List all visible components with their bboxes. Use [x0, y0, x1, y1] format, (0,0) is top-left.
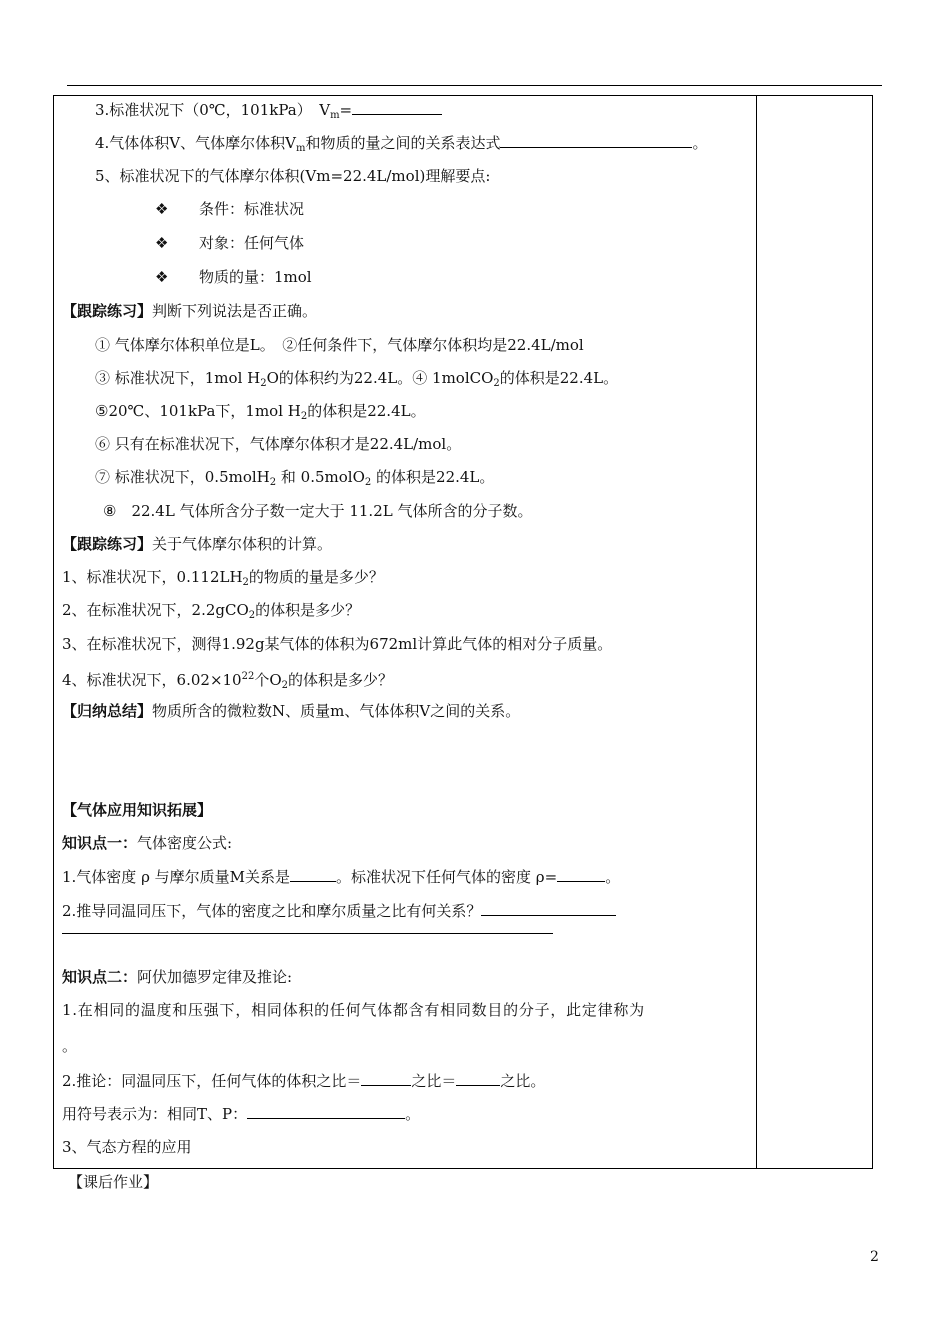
- judge-item-7: ⑦ 标准状况下，0.5molH$_2$ 和 0.5molO$_2$ 的体积是22.4L。: [95, 468, 495, 488]
- homework-heading: 【课后作业】: [68, 1173, 159, 1191]
- calc-question-3: 3、在标准状况下，测得1.92g某气体的体积为672ml计算此气体的相对分子质量。: [62, 635, 613, 653]
- fill-blank: [247, 1104, 405, 1119]
- bullet-item: ❖ 对象：任何气体: [155, 234, 305, 252]
- answer-line: [62, 933, 553, 934]
- bullet-item: ❖ 物质的量：1mol: [155, 268, 312, 286]
- practice-heading-2: 【跟踪练习】关于气体摩尔体积的计算。: [62, 535, 333, 553]
- relation-expression-line: 4.气体体积V、气体摩尔体积$V_m$和物质的量之间的关系表达式 。: [95, 134, 708, 154]
- extension-title: 【气体应用知识拓展】: [62, 801, 213, 819]
- fill-blank: [500, 133, 692, 148]
- notes-column-divider: [756, 95, 757, 1169]
- fill-blank: [456, 1071, 500, 1086]
- inference-line: 2.推论：同温同压下，任何气体的体积之比＝ 之比＝ 之比。: [62, 1072, 546, 1090]
- judge-item-5: ⑤20℃、101kPa下，1mol $H_2$的体积是22.4L。: [95, 402, 426, 422]
- bullet-icon: ❖: [155, 234, 169, 252]
- bullet-icon: ❖: [155, 268, 169, 286]
- fill-blank: [361, 1071, 411, 1086]
- knowledge-point-2: 知识点二：阿伏加德罗定律及推论:: [62, 968, 293, 986]
- judge-item-8: ⑧ 22.4L 气体所含分子数一定大于 11.2L 气体所含的分子数。: [103, 502, 533, 520]
- calc-question-2: 2、在标准状况下，2.2gCO$_2$的体积是多少？: [62, 601, 361, 621]
- summary-heading: 【归纳总结】物质所含的微粒数N、质量m、气体体积V之间的关系。: [62, 702, 521, 720]
- calc-question-1: 1、标准状况下，$0.112LH_2$的物质的量是多少？: [62, 568, 384, 588]
- avogadro-law-blank: 。: [62, 1037, 78, 1055]
- bullet-item: ❖ 条件：标准状况: [155, 200, 305, 218]
- gas-equation-item: 3、气态方程的应用: [62, 1138, 192, 1156]
- judge-item-3-4: ③ 标准状况下，1mol $H_2O$的体积约为22.4L。④ 1molCO$_2$的体积是22.4L。: [95, 369, 619, 389]
- key-points-heading: 5、标准状况下的气体摩尔体积(Vm=22.4L/mol)理解要点:: [95, 167, 491, 185]
- knowledge-point-1: 知识点一：气体密度公式:: [62, 834, 233, 852]
- fill-blank: [290, 867, 336, 882]
- fill-blank: [352, 100, 442, 115]
- calc-question-4: 4、标准状况下，$6.02\times 10^{22}$个$O_2$的体积是多少？: [62, 671, 394, 691]
- fill-blank: [557, 867, 605, 882]
- page-number: 2: [870, 1249, 879, 1265]
- bullet-icon: ❖: [155, 200, 169, 218]
- symbol-expression-line: 用符号表示为：相同T、P： 。: [62, 1105, 421, 1123]
- avogadro-law-statement: 1.在相同的温度和压强下，相同体积的任何气体都含有相同数目的分子，此定律称为: [62, 1001, 645, 1019]
- judge-item-1-2: ① 气体摩尔体积单位是L。 ②任何条件下，气体摩尔体积均是22.4L/mol: [95, 336, 584, 354]
- density-question-1: 1.气体密度 ρ 与摩尔质量M关系是 。标准状况下任何气体的密度 ρ= 。: [62, 868, 621, 886]
- standard-conditions-line: 3.标准状况下（0℃，101kPa） $V_m=$: [95, 100, 442, 126]
- judge-item-6: ⑥ 只有在标准状况下，气体摩尔体积才是22.4L/mol。: [95, 435, 462, 453]
- practice-heading-1: 【跟踪练习】判断下列说法是否正确。: [62, 302, 318, 320]
- density-question-2: 2.推导同温同压下，气体的密度之比和摩尔质量之比有何关系？: [62, 901, 616, 921]
- fill-blank: [481, 901, 616, 916]
- header-rule: [67, 85, 882, 86]
